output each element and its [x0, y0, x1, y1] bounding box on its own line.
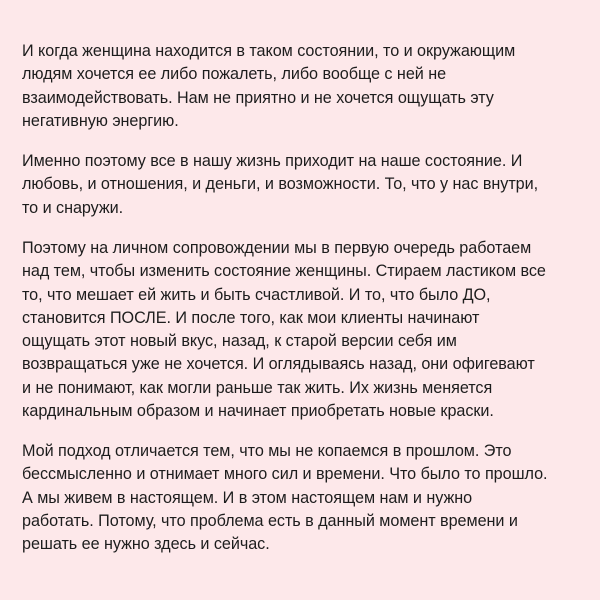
paragraph-line: бессмысленно и отнимает много сил и времени. Что было то прошло.: [22, 465, 548, 484]
paragraph-line: кардинальным образом и начинает приобретать новые краски.: [22, 402, 494, 421]
paragraph-line: Мой подход отличается тем, что мы не копаемся в прошлом. Это: [22, 442, 512, 460]
paragraph-line: то, что мешает ей жить и быть счастливой. И то, что было ДО,: [22, 285, 491, 304]
paragraph-line: над тем, чтобы изменить состояние женщины. Стираем ластиком все: [22, 262, 546, 281]
paragraph-line: и не понимают, как могли раньше так жить. Их жизнь меняется: [22, 378, 493, 397]
paragraph-line: Именно поэтому все в нашу жизнь приходит на наше состояние. И: [22, 152, 523, 170]
paragraph-line: то и снаружи.: [22, 198, 124, 217]
paragraph-line: любовь, и отношения, и деньги, и возможности. То, что у нас внутри,: [22, 175, 539, 194]
paragraph-line: становится ПОСЛЕ. И после того, как мои клиенты начинают: [22, 308, 480, 327]
paragraph-line: решать ее нужно здесь и сейчас.: [22, 535, 270, 554]
paragraph-1: [22, 40, 592, 133]
paragraph-line: И когда женщина находится в таком состоянии, то и окружающим: [22, 42, 516, 60]
paragraph-line: возвращаться уже не хочется. И оглядываясь назад, они офигевают: [22, 355, 535, 374]
paragraph-line: А мы живем в настоящем. И в этом настоящем нам и нужно: [22, 488, 473, 507]
paragraph-line: работать. Потому, что проблема есть в данный момент времени и: [22, 511, 518, 530]
paragraph-line: негативную энергию.: [22, 111, 179, 130]
paragraph-3: [22, 237, 592, 423]
paragraph-line: ощущать этот новый вкус, назад, к старой версии себя им: [22, 332, 457, 351]
paragraph-2: [22, 150, 592, 220]
paragraph-4: [22, 440, 592, 556]
paragraph-line: взаимодействовать. Нам не приятно и не хочется ощущать эту: [22, 88, 494, 107]
paragraph-line: Поэтому на личном сопровождении мы в первую очередь работаем: [22, 239, 532, 257]
paragraph-line: людям хочется ее либо пожалеть, либо вообще с ней не: [22, 65, 447, 84]
